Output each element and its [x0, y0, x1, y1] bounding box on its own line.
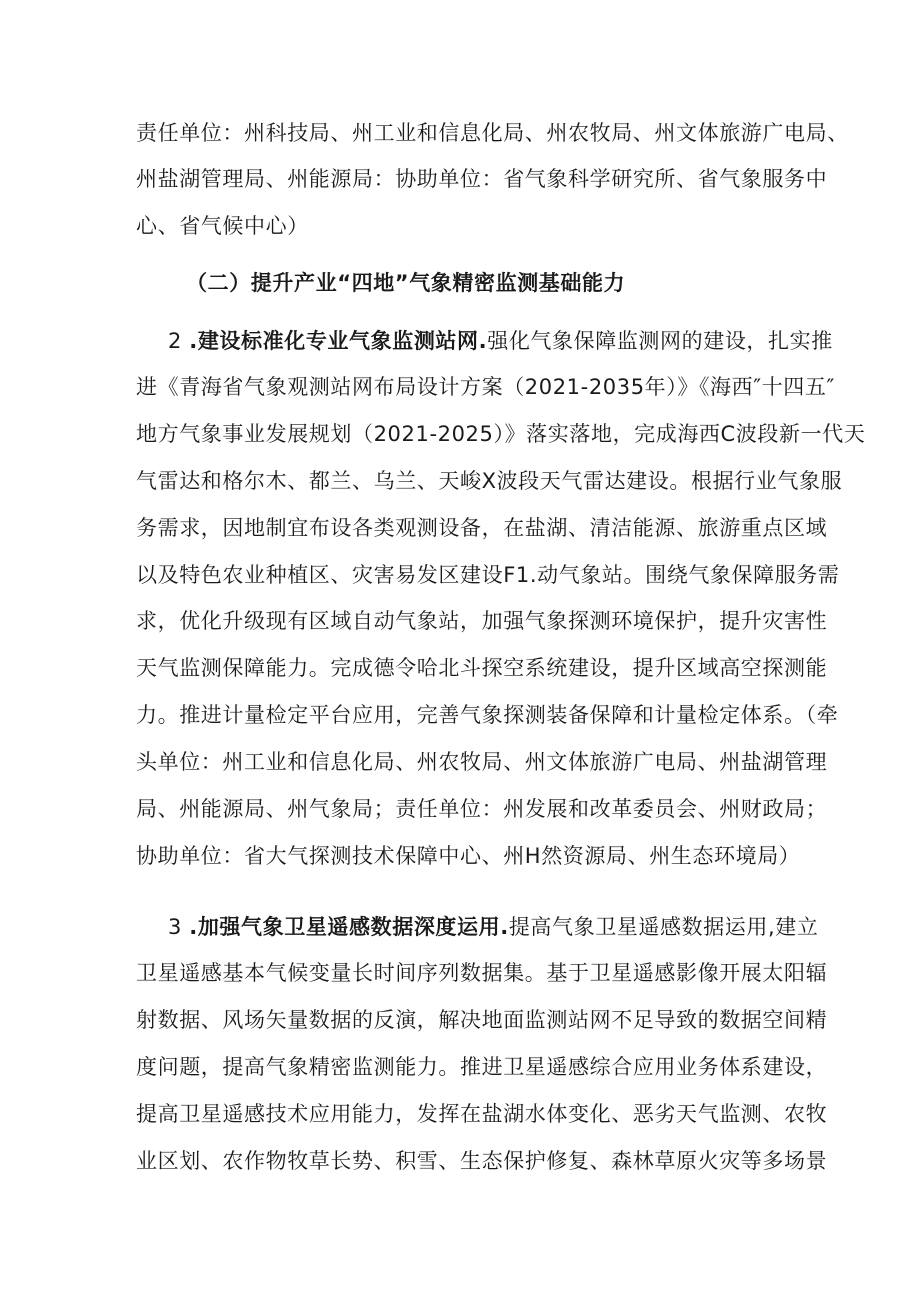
text-line: 天气监测保障能力。完成德令哈北斗探空系统建设，提升区域高空探测能	[136, 656, 828, 680]
text-line: 协助单位：省大气探测技术保障中心、州H然资源局、州生态环境局）	[136, 844, 801, 868]
text-line: 求，优化升级现有区域自动气象站，加强气象探测环境保护，提升灾害性	[136, 609, 828, 633]
item-number: 2	[168, 329, 182, 353]
section-heading: （二）提升产业“四地”气象精密监测基础能力	[186, 271, 626, 295]
text-line: 州盐湖管理局、州能源局：协助单位：省气象科学研究所、省气象服务中	[136, 167, 828, 191]
item-number: 3	[168, 915, 182, 939]
paragraph-first-line	[168, 326, 833, 356]
text-line: 责任单位：州科技局、州工业和信息化局、州农牧局、州文体旅游广电局、	[136, 121, 849, 145]
text-span: 强化气象保障监测网的建设，扎实推	[487, 329, 833, 353]
text-line: 提高卫星遥感技术应用能力，发挥在盐湖水体变化、恶劣天气监测、农牧	[136, 1102, 828, 1126]
text-line: 气雷达和格尔木、都兰、乌兰、天峻X波段天气雷达建设。根据行业气象服	[136, 469, 843, 493]
text-line: 射数据、风场矢量数据的反演，解决地面监测站网不足导致的数据空间精	[136, 1008, 828, 1032]
paragraph-first-line	[168, 912, 819, 942]
text-line: 地方气象事业发展规划（2021-2025）》落实落地，完成海西C波段新一代天	[136, 422, 866, 446]
item-title: .建设标准化专业气象监测站网.	[189, 329, 488, 353]
item-title: .加强气象卫星遥感数据深度运用.	[189, 915, 509, 939]
text-line: 力。推进计量检定平台应用，完善气象探测装备保障和计量检定体系。（牵	[136, 703, 839, 727]
text-span: 提高气象卫星遥感数据运用,建立	[508, 915, 819, 939]
text-line: 局、州能源局、州气象局；责任单位：州发展和改革委员会、州财政局；	[136, 797, 828, 821]
text-line: 头单位：州工业和信息化局、州农牧局、州文体旅游广电局、州盐湖管理	[136, 750, 828, 774]
text-line: 业区划、农作物牧草长势、积雪、生态保护修复、森林草原火灾等多场景	[136, 1149, 828, 1173]
text-line: 心、省气候中心）	[136, 214, 309, 238]
text-line: 进《青海省气象观测站网布局设计方案（2021-2035年）》《海西″十四五″	[136, 375, 835, 399]
text-line: 度问题，提高气象精密监测能力。推进卫星遥感综合应用业务体系建设，	[136, 1055, 828, 1079]
text-line: 卫星遥感基本气候变量长时间序列数据集。基于卫星遥感影像开展太阳辐	[136, 961, 828, 985]
text-line: 务需求，因地制宜布设各类观测设备，在盐湖、清洁能源、旅游重点区域	[136, 516, 828, 540]
text-line: 以及特色农业种植区、灾害易发区建设F1.动气象站。围绕气象保障服务需	[136, 563, 840, 587]
